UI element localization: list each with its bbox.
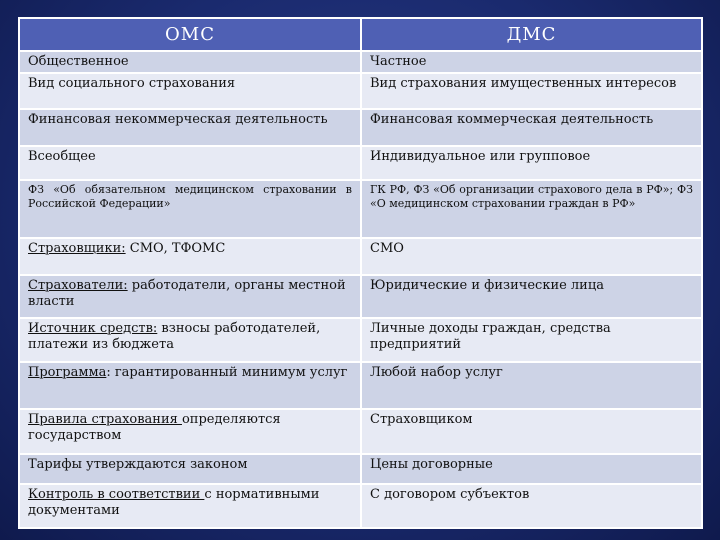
header-oms: ОМС — [19, 18, 361, 51]
cell-oms-text: : гарантированный минимум услуг — [106, 365, 348, 380]
cell-dms: Индивидуальное или групповое — [361, 146, 702, 180]
cell-oms — [19, 146, 361, 180]
cell-oms — [19, 109, 361, 146]
cell-dms: ГК РФ, ФЗ «Об организации страхового дела в РФ»; ФЗ «О медицинском страховании граждан в РФ» — [361, 180, 702, 238]
table-row — [19, 146, 702, 180]
cell-oms-text: ФЗ «Об обязательном медицинском страховании в Российской Федерации» — [28, 183, 352, 210]
cell-oms-text: Финансовая некоммерческая деятельность — [28, 112, 328, 127]
table-row — [19, 318, 702, 362]
cell-dms: С договором субъектов — [361, 484, 702, 528]
cell-dms: Цены договорные — [361, 454, 702, 484]
cell-oms — [19, 318, 361, 362]
cell-dms: СМО — [361, 238, 702, 275]
table-row — [19, 362, 702, 409]
cell-oms — [19, 409, 361, 454]
table-row — [19, 409, 702, 454]
cell-oms-text: Тарифы утверждаются законом — [28, 457, 248, 472]
cell-oms — [19, 180, 361, 238]
cell-oms-text: определяются государством — [28, 412, 281, 443]
cell-oms-text: Общественное — [28, 54, 129, 69]
cell-oms-text: с нормативными документами — [28, 487, 320, 518]
cell-oms-label: Страхователи: — [28, 278, 128, 293]
table-row — [19, 238, 702, 275]
cell-oms-text: СМО, ТФОМС — [125, 241, 226, 256]
cell-dms: Вид страхования имущественных интересов — [361, 73, 702, 109]
cell-oms-label: Контроль в соответствии — [28, 487, 205, 502]
cell-dms: Частное — [361, 51, 702, 73]
table-row — [19, 484, 702, 528]
cell-oms-text: взносы работодателей, платежи из бюджета — [28, 321, 321, 352]
cell-dms: Финансовая коммерческая деятельность — [361, 109, 702, 146]
cell-oms — [19, 51, 361, 73]
cell-oms-label: Программа — [28, 365, 107, 380]
cell-dms: Страховщиком — [361, 409, 702, 454]
table-row — [19, 180, 702, 238]
cell-oms-text: Всеобщее — [28, 149, 96, 164]
cell-oms-text: Вид социального страхования — [28, 76, 236, 91]
cell-oms-label: Страховщики: — [28, 241, 126, 256]
cell-oms — [19, 362, 361, 409]
cell-oms — [19, 484, 361, 528]
cell-dms: Личные доходы граждан, средства предприятий — [361, 318, 702, 362]
cell-dms: Юридические и физические лица — [361, 275, 702, 318]
table-row — [19, 454, 702, 484]
cell-oms-label: Источник средств: — [28, 321, 158, 336]
cell-oms — [19, 275, 361, 318]
header-row — [19, 18, 702, 51]
cell-oms — [19, 73, 361, 109]
cell-oms-text: работодатели, органы местной власти — [28, 278, 346, 309]
cell-dms: Любой набор услуг — [361, 362, 702, 409]
table-row — [19, 51, 702, 73]
cell-oms — [19, 454, 361, 484]
table-row — [19, 275, 702, 318]
header-dms: ДМС — [361, 18, 702, 51]
table-row — [19, 109, 702, 146]
table-row — [19, 73, 702, 109]
cell-oms-label: Правила страхования — [28, 412, 182, 427]
cell-oms — [19, 238, 361, 275]
comparison-table — [18, 17, 703, 529]
